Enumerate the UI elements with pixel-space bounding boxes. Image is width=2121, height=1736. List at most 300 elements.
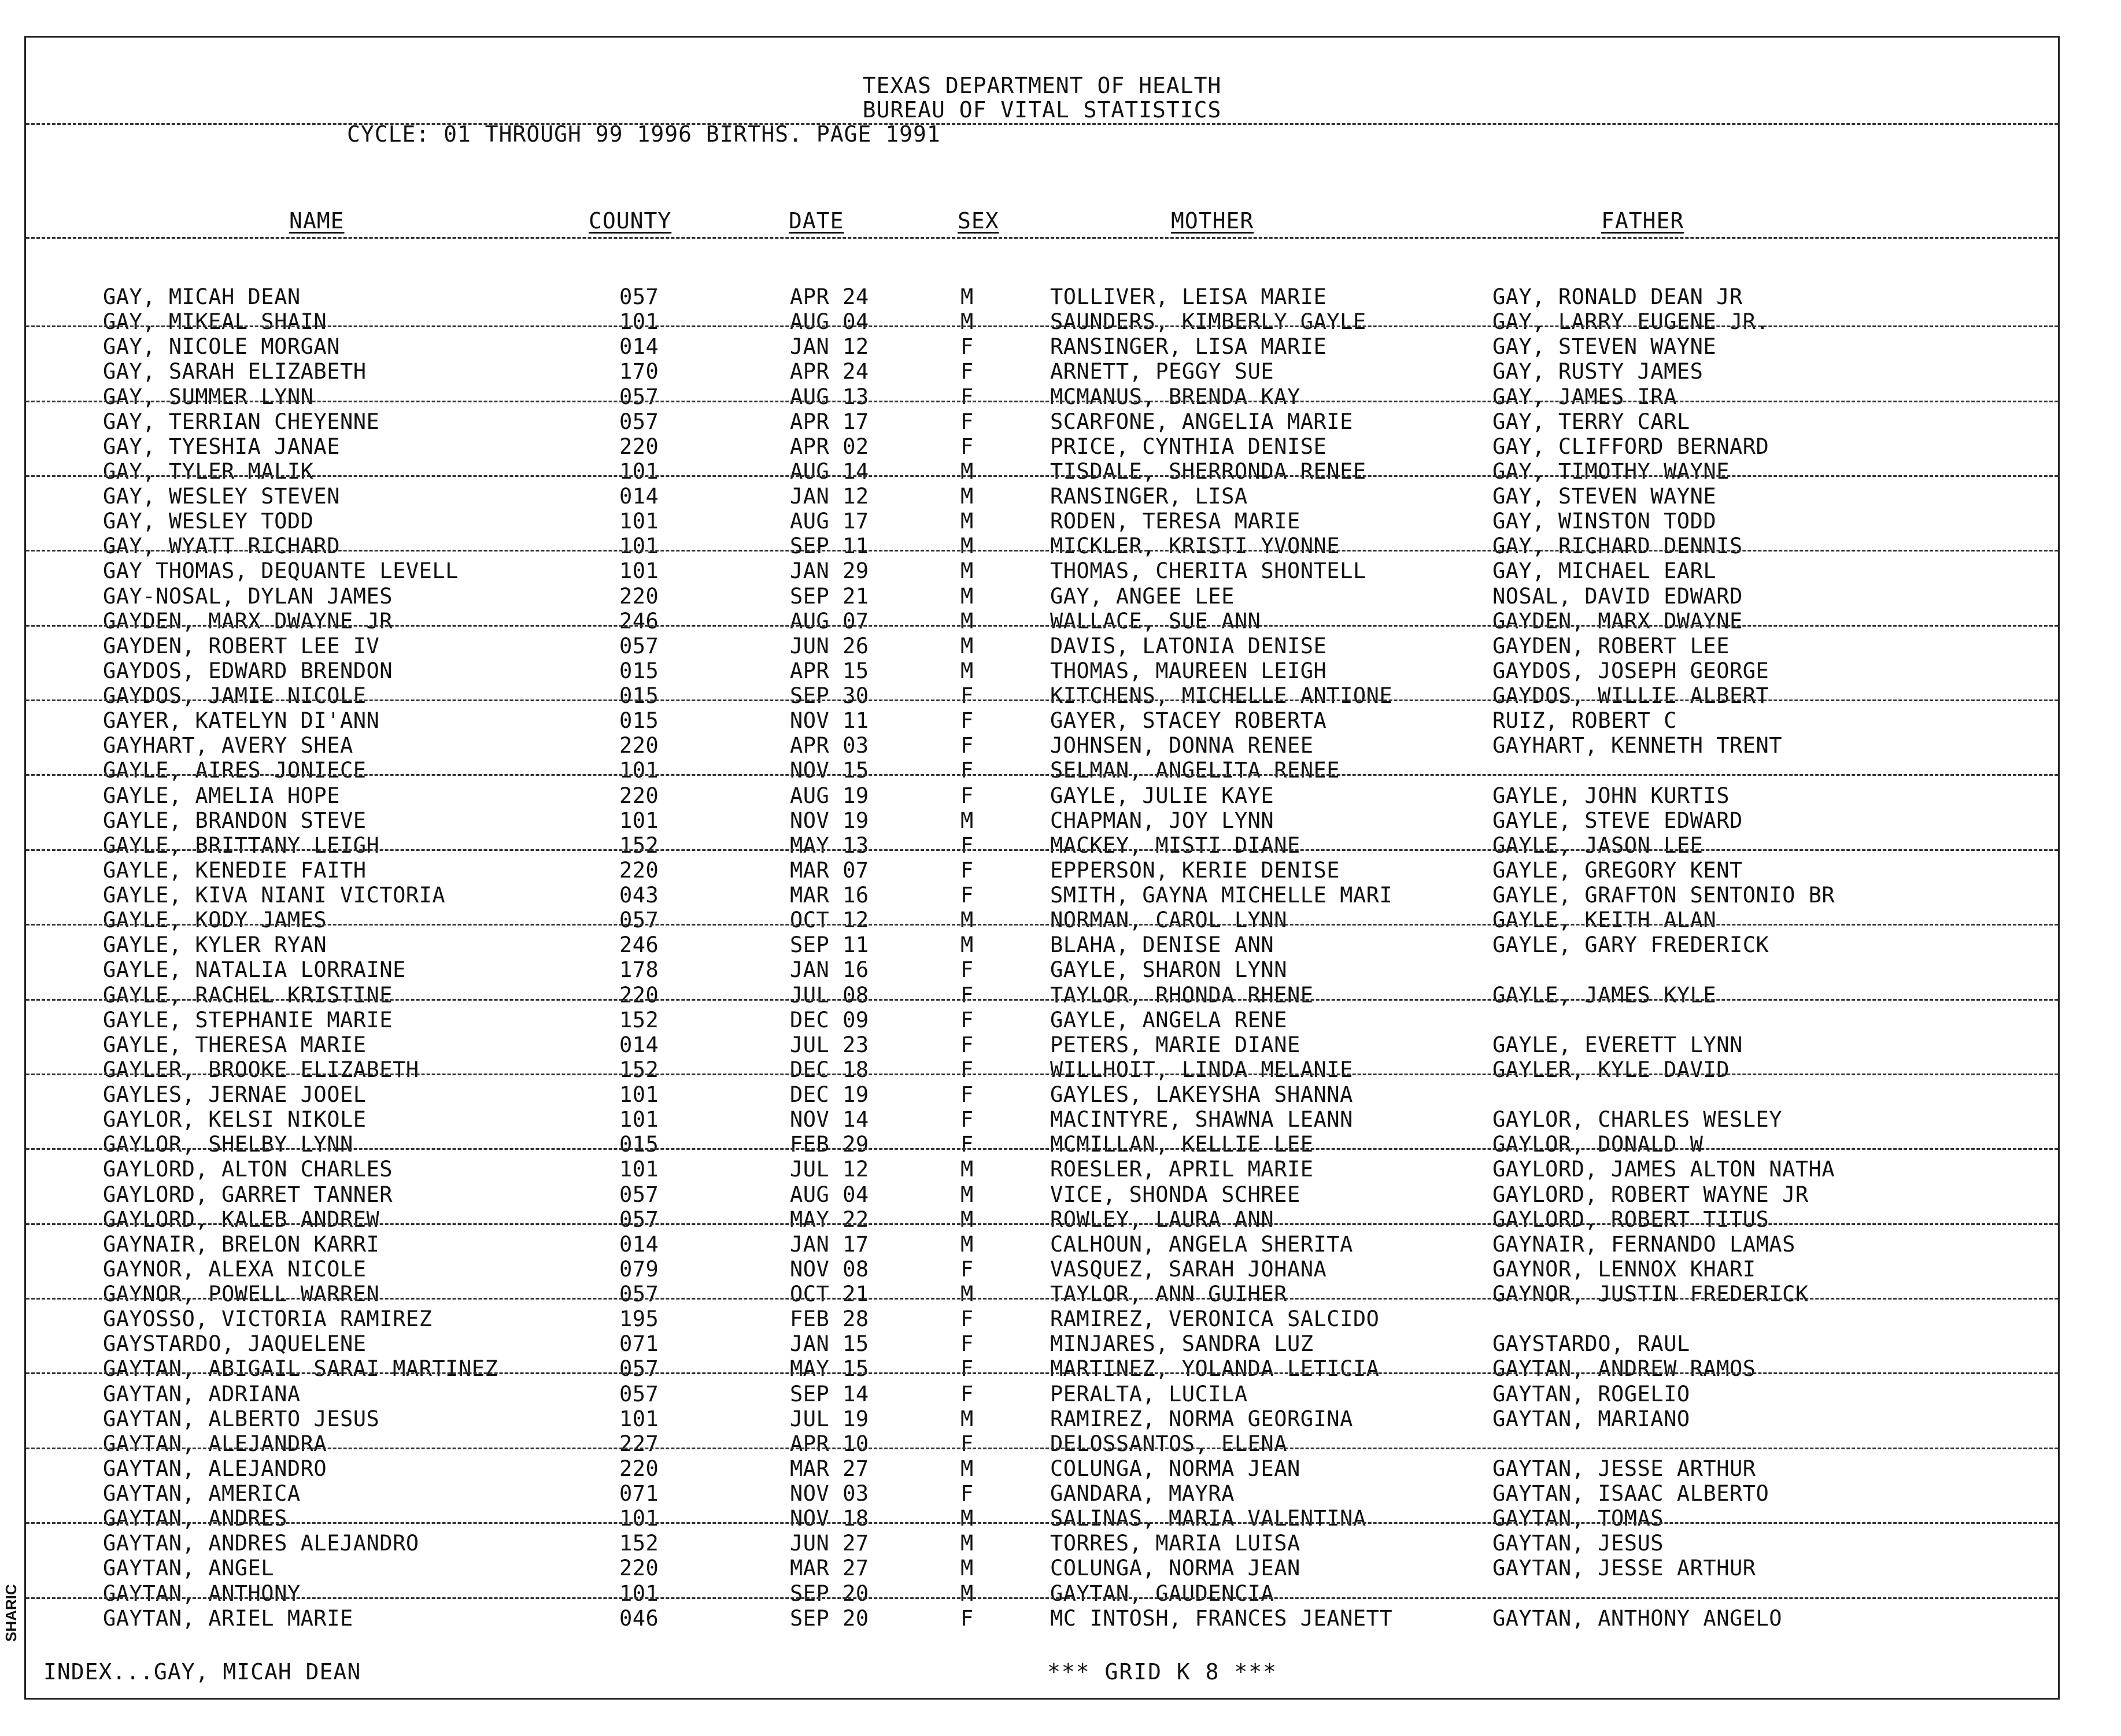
cell-county: 195: [619, 1306, 659, 1332]
cell-name: GAYTAN, ALEJANDRO: [103, 1456, 327, 1481]
table-row: [26, 883, 2058, 908]
table-row: [26, 808, 2058, 833]
table-row: [26, 1182, 2058, 1207]
cell-mother: DELOSSANTOS, ELENA: [1050, 1431, 1287, 1456]
cell-sex: F: [960, 1356, 974, 1382]
cell-county: 015: [619, 1132, 659, 1157]
cell-father: GAY, TERRY CARL: [1492, 409, 1690, 434]
table-row: [26, 1531, 2058, 1556]
cell-date: MAR 27: [790, 1456, 869, 1481]
cell-mother: DAVIS, LATONIA DENISE: [1050, 633, 1327, 658]
cell-name: GAYTAN, AMERICA: [103, 1481, 301, 1506]
cell-name: GAYLE, KODY JAMES: [103, 908, 327, 933]
table-row: [26, 459, 2058, 484]
cell-mother: GANDARA, MAYRA: [1050, 1481, 1235, 1506]
table-row: [26, 1506, 2058, 1531]
cell-sex: M: [960, 908, 974, 933]
cell-county: 101: [619, 509, 659, 534]
table-row: [26, 359, 2058, 384]
cell-sex: M: [960, 558, 974, 584]
cell-date: JAN 17: [790, 1231, 869, 1257]
table-row: [26, 634, 2058, 658]
cell-father: GAY, MICHAEL EARL: [1492, 558, 1717, 584]
table-row: [26, 309, 2058, 334]
cell-name: GAYLE, THERESA MARIE: [103, 1032, 367, 1057]
table-row: [26, 1606, 2058, 1631]
cell-name: GAYOSSO, VICTORIA RAMIREZ: [103, 1306, 433, 1332]
cell-mother: GAYTAN, GAUDENCIA: [1050, 1580, 1274, 1606]
cell-father: GAY, STEVEN WAYNE: [1492, 484, 1717, 509]
cell-county: 014: [619, 1032, 659, 1057]
table-row: [26, 534, 2058, 558]
cell-father: GAYLE, JASON LEE: [1492, 832, 1704, 858]
cell-county: 057: [619, 1356, 659, 1382]
cell-name: GAYLER, BROOKE ELIZABETH: [103, 1057, 419, 1082]
cell-date: APR 03: [790, 733, 869, 758]
cell-father: GAYLE, JOHN KURTIS: [1492, 783, 1730, 808]
cell-mother: SAUNDERS, KIMBERLY GAYLE: [1050, 309, 1366, 335]
cell-mother: MCMILLAN, KELLIE LEE: [1050, 1132, 1314, 1157]
cell-name: GAY, TYLER MALIK: [103, 458, 314, 484]
cell-sex: M: [960, 1556, 974, 1581]
cell-date: MAR 27: [790, 1556, 869, 1581]
cell-date: MAY 22: [790, 1206, 869, 1232]
cell-mother: VICE, SHONDA SCHREE: [1050, 1182, 1300, 1207]
cell-mother: WALLACE, SUE ANN: [1050, 608, 1261, 634]
cell-date: AUG 04: [790, 309, 869, 335]
table-row: [26, 1232, 2058, 1257]
cell-date: NOV 19: [790, 808, 869, 833]
cell-father: GAYLE, KEITH ALAN: [1492, 908, 1717, 933]
cell-mother: THOMAS, CHERITA SHONTELL: [1050, 558, 1366, 584]
cell-father: GAYNAIR, FERNANDO LAMAS: [1492, 1231, 1795, 1257]
cell-father: GAYLE, STEVE EDWARD: [1492, 808, 1743, 833]
cell-date: JAN 12: [790, 334, 869, 360]
column-header-mother: MOTHER: [1171, 208, 1254, 234]
cell-name: GAYTAN, ARIEL MARIE: [103, 1605, 353, 1631]
cell-sex: M: [960, 1506, 974, 1531]
cell-date: DEC 09: [790, 1007, 869, 1032]
cell-mother: TORRES, MARIA LUISA: [1050, 1531, 1300, 1556]
cell-father: GAYTAN, ANDREW RAMOS: [1492, 1356, 1756, 1382]
cell-name: GAY, SARAH ELIZABETH: [103, 359, 367, 384]
cell-sex: F: [960, 1381, 974, 1406]
cell-county: 015: [619, 658, 659, 683]
table-row: [26, 1331, 2058, 1356]
cell-date: AUG 14: [790, 458, 869, 484]
cell-date: APR 02: [790, 434, 869, 459]
bureau-title: BUREAU OF VITAL STATISTICS: [862, 97, 1222, 123]
cell-date: NOV 03: [790, 1481, 869, 1506]
cell-mother: GAYLE, JULIE KAYE: [1050, 783, 1274, 808]
cell-mother: MARTINEZ, YOLANDA LETICIA: [1050, 1356, 1380, 1382]
cell-sex: M: [960, 1206, 974, 1232]
cell-date: DEC 19: [790, 1082, 869, 1107]
cell-sex: M: [960, 484, 974, 509]
cell-mother: TAYLOR, ANN GUIHER: [1050, 1282, 1287, 1306]
cell-county: 015: [619, 708, 659, 734]
cell-date: NOV 11: [790, 708, 869, 734]
cell-mother: RANSINGER, LISA MARIE: [1050, 334, 1327, 360]
cell-name: GAYLORD, KALEB ANDREW: [103, 1206, 380, 1232]
cell-father: GAYDEN, MARX DWAYNE: [1492, 608, 1743, 634]
cell-county: 057: [619, 633, 659, 658]
cell-sex: F: [960, 1306, 974, 1332]
cell-name: GAYSTARDO, JAQUELENE: [103, 1331, 367, 1357]
cell-county: 057: [619, 1381, 659, 1406]
cell-date: AUG 19: [790, 783, 869, 808]
cell-county: 057: [619, 908, 659, 933]
cell-father: GAY, RUSTY JAMES: [1492, 359, 1704, 384]
cell-name: GAYLE, KIVA NIANI VICTORIA: [103, 883, 446, 908]
table-row: [26, 409, 2058, 434]
cell-name: GAYNAIR, BRELON KARRI: [103, 1231, 380, 1257]
cell-father: GAYLER, KYLE DAVID: [1492, 1057, 1730, 1082]
cell-date: NOV 14: [790, 1107, 869, 1132]
table-row: [26, 1456, 2058, 1481]
cell-county: 152: [619, 1007, 659, 1032]
cell-mother: MCMANUS, BRENDA KAY: [1050, 384, 1300, 409]
cell-sex: M: [960, 1456, 974, 1481]
table-row: [26, 932, 2058, 957]
cell-father: GAYLE, GARY FREDERICK: [1492, 932, 1769, 958]
table-row: [26, 1306, 2058, 1331]
table-row: [26, 957, 2058, 982]
cell-father: GAYDOS, WILLIE ALBERT: [1492, 683, 1769, 708]
cell-father: GAYTAN, JESSE ARTHUR: [1492, 1556, 1756, 1581]
table-row: [26, 434, 2058, 459]
cell-name: GAY, SUMMER LYNN: [103, 384, 314, 409]
cell-date: APR 17: [790, 409, 869, 434]
cell-sex: M: [960, 808, 974, 833]
cell-name: GAY, WESLEY STEVEN: [103, 484, 340, 509]
cell-date: SEP 14: [790, 1381, 869, 1406]
cell-date: AUG 17: [790, 509, 869, 534]
table-row: [26, 983, 2058, 1008]
table-row: [26, 908, 2058, 932]
table-row: [26, 284, 2058, 309]
table-row: [26, 384, 2058, 409]
cell-date: JUL 23: [790, 1032, 869, 1057]
cell-date: JAN 15: [790, 1331, 869, 1357]
cell-date: SEP 20: [790, 1605, 869, 1631]
table-row: [26, 658, 2058, 683]
cell-county: 227: [619, 1431, 659, 1456]
cell-mother: GAYER, STACEY ROBERTA: [1050, 708, 1327, 734]
table-row: [26, 1282, 2058, 1306]
cell-county: 220: [619, 1556, 659, 1581]
table-row: [26, 758, 2058, 783]
cell-county: 101: [619, 558, 659, 584]
cell-date: SEP 30: [790, 683, 869, 708]
cell-name: GAY, MIKEAL SHAIN: [103, 309, 327, 335]
cell-sex: F: [960, 1132, 974, 1157]
cell-sex: F: [960, 334, 974, 360]
cell-county: 071: [619, 1481, 659, 1506]
cell-father: GAYLORD, JAMES ALTON NATHA: [1492, 1157, 1835, 1182]
cell-name: GAYLE, KYLER RYAN: [103, 932, 327, 958]
cell-name: GAYLORD, ALTON CHARLES: [103, 1157, 393, 1182]
cell-county: 101: [619, 458, 659, 484]
cell-sex: F: [960, 982, 974, 1008]
cell-sex: M: [960, 309, 974, 335]
table-row: [26, 1057, 2058, 1082]
cell-mother: ROWLEY, LAURA ANN: [1050, 1206, 1274, 1232]
column-header-rule: [26, 237, 2058, 239]
cell-mother: CALHOUN, ANGELA SHERITA: [1050, 1231, 1353, 1257]
cell-sex: F: [960, 1431, 974, 1456]
cell-date: AUG 13: [790, 384, 869, 409]
table-row: [26, 1556, 2058, 1580]
cell-mother: COLUNGA, NORMA JEAN: [1050, 1456, 1300, 1481]
cell-sex: F: [960, 733, 974, 758]
cell-name: GAYLORD, GARRET TANNER: [103, 1182, 393, 1207]
cell-county: 101: [619, 758, 659, 783]
cell-county: 014: [619, 334, 659, 360]
cell-sex: M: [960, 633, 974, 658]
cell-date: SEP 11: [790, 534, 869, 559]
cell-date: FEB 28: [790, 1306, 869, 1332]
cell-date: JUL 08: [790, 982, 869, 1008]
cell-father: GAYTAN, JESSE ARTHUR: [1492, 1456, 1756, 1481]
cell-name: GAYLOR, KELSI NIKOLE: [103, 1107, 367, 1132]
cell-name: GAYLE, BRANDON STEVE: [103, 808, 367, 833]
cell-date: MAY 15: [790, 1356, 869, 1382]
table-row: [26, 558, 2058, 583]
cell-county: 170: [619, 359, 659, 384]
cell-name: GAYTAN, ANDRES ALEJANDRO: [103, 1531, 419, 1556]
cell-county: 152: [619, 832, 659, 858]
header-rule: [26, 123, 2058, 125]
cell-county: 246: [619, 932, 659, 958]
footer-index: INDEX...GAY, MICAH DEAN: [43, 1659, 361, 1685]
table-row: [26, 1581, 2058, 1606]
cell-mother: MACKEY, MISTI DIANE: [1050, 832, 1300, 858]
cell-father: GAYLOR, DONALD W: [1492, 1132, 1704, 1157]
table-row: [26, 1406, 2058, 1431]
table-row: [26, 609, 2058, 634]
cell-date: DEC 18: [790, 1057, 869, 1082]
cell-mother: JOHNSEN, DONNA RENEE: [1050, 733, 1314, 758]
cell-date: JAN 16: [790, 957, 869, 983]
cell-sex: M: [960, 458, 974, 484]
cell-date: JUN 27: [790, 1531, 869, 1556]
cell-father: GAYTAN, JESUS: [1492, 1531, 1664, 1556]
column-header-sex: SEX: [958, 208, 999, 234]
cell-county: 220: [619, 783, 659, 808]
cell-father: GAY, CLIFFORD BERNARD: [1492, 434, 1769, 459]
cell-father: GAYTAN, MARIANO: [1492, 1406, 1690, 1431]
cell-name: GAYTAN, ABIGAIL SARAI MARTINEZ: [103, 1356, 498, 1382]
cell-sex: M: [960, 658, 974, 683]
cell-county: 101: [619, 1580, 659, 1606]
cell-sex: F: [960, 1007, 974, 1032]
table-row: [26, 1032, 2058, 1057]
cell-father: GAYLORD, ROBERT TITUS: [1492, 1206, 1769, 1232]
cell-name: GAY, NICOLE MORGAN: [103, 334, 340, 360]
cell-name: GAY, MICAH DEAN: [103, 284, 301, 309]
cell-name: GAYTAN, ALEJANDRA: [103, 1431, 327, 1456]
cell-sex: F: [960, 957, 974, 983]
cell-name: GAYLE, AIRES JONIECE: [103, 758, 367, 783]
cell-mother: SMITH, GAYNA MICHELLE MARI: [1050, 883, 1393, 908]
cell-father: GAYNOR, LENNOX KHARI: [1492, 1256, 1756, 1282]
cell-county: 057: [619, 1182, 659, 1207]
cell-sex: M: [960, 1231, 974, 1257]
cell-sex: F: [960, 758, 974, 783]
cell-date: APR 24: [790, 284, 869, 309]
table-row: [26, 1356, 2058, 1381]
cell-county: 014: [619, 484, 659, 509]
cell-name: GAYTAN, ALBERTO JESUS: [103, 1406, 380, 1431]
cell-mother: SALINAS, MARIA VALENTINA: [1050, 1506, 1366, 1531]
cell-mother: BLAHA, DENISE ANN: [1050, 932, 1274, 958]
cell-mother: WILLHOIT, LINDA MELANIE: [1050, 1057, 1353, 1082]
cell-name: GAYLE, AMELIA HOPE: [103, 783, 340, 808]
cell-county: 101: [619, 1406, 659, 1431]
cell-sex: F: [960, 1082, 974, 1107]
cell-name: GAYNOR, POWELL WARREN: [103, 1282, 380, 1306]
cell-county: 152: [619, 1057, 659, 1082]
cell-county: 057: [619, 284, 659, 309]
cell-county: 178: [619, 957, 659, 983]
cell-county: 220: [619, 857, 659, 883]
cell-name: GAY, WESLEY TODD: [103, 509, 314, 534]
cell-date: OCT 12: [790, 908, 869, 933]
cell-name: GAYLE, STEPHANIE MARIE: [103, 1007, 393, 1032]
cell-county: 220: [619, 1456, 659, 1481]
agency-title: TEXAS DEPARTMENT OF HEALTH: [862, 73, 1222, 98]
cell-date: MAR 16: [790, 883, 869, 908]
cell-sex: M: [960, 509, 974, 534]
cell-mother: TISDALE, SHERRONDA RENEE: [1050, 458, 1366, 484]
cell-name: GAYDOS, JAMIE NICOLE: [103, 683, 367, 708]
cell-father: GAYDEN, ROBERT LEE: [1492, 633, 1730, 658]
cell-father: GAY, RICHARD DENNIS: [1492, 534, 1743, 559]
cell-mother: PRICE, CYNTHIA DENISE: [1050, 434, 1327, 459]
table-row: [26, 708, 2058, 733]
cell-date: MAY 13: [790, 832, 869, 858]
table-row: [26, 334, 2058, 359]
cell-date: NOV 15: [790, 758, 869, 783]
table-row: [26, 833, 2058, 858]
cell-county: 057: [619, 1206, 659, 1232]
cycle-line: CYCLE: 01 THROUGH 99 1996 BIRTHS. PAGE 1991: [347, 121, 941, 147]
cell-name: GAY THOMAS, DEQUANTE LEVELL: [103, 558, 459, 584]
cell-mother: EPPERSON, KERIE DENISE: [1050, 857, 1340, 883]
cell-date: SEP 21: [790, 583, 869, 609]
cell-father: GAYLE, EVERETT LYNN: [1492, 1032, 1743, 1057]
cell-name: GAYTAN, ANTHONY: [103, 1580, 301, 1606]
cell-mother: MC INTOSH, FRANCES JEANETT: [1050, 1605, 1393, 1631]
cell-date: JUL 12: [790, 1157, 869, 1182]
cell-date: JAN 12: [790, 484, 869, 509]
cell-father: GAY, WINSTON TODD: [1492, 509, 1717, 534]
cell-mother: TAYLOR, RHONDA RHENE: [1050, 982, 1314, 1008]
cell-father: GAYLE, JAMES KYLE: [1492, 982, 1717, 1008]
cell-sex: M: [960, 1406, 974, 1431]
cell-mother: SELMAN, ANGELITA RENEE: [1050, 758, 1340, 783]
table-row: [26, 1431, 2058, 1456]
cell-sex: M: [960, 1282, 974, 1306]
footer-grid-reference: *** GRID K 8 ***: [1047, 1659, 1278, 1685]
cell-sex: F: [960, 708, 974, 734]
column-header-name: NAME: [289, 208, 345, 234]
cell-father: GAY, TIMOTHY WAYNE: [1492, 458, 1730, 484]
cell-father: RUIZ, ROBERT C: [1492, 708, 1677, 734]
cell-sex: M: [960, 1182, 974, 1207]
cell-name: GAYTAN, ADRIANA: [103, 1381, 301, 1406]
cell-father: GAYTAN, TOMAS: [1492, 1506, 1664, 1531]
cell-date: NOV 18: [790, 1506, 869, 1531]
cell-father: GAYLOR, CHARLES WESLEY: [1492, 1107, 1783, 1132]
cell-name: GAYLE, BRITTANY LEIGH: [103, 832, 380, 858]
cell-sex: F: [960, 1107, 974, 1132]
cell-mother: NORMAN, CAROL LYNN: [1050, 908, 1287, 933]
cell-sex: F: [960, 832, 974, 858]
cell-county: 043: [619, 883, 659, 908]
cell-date: APR 15: [790, 658, 869, 683]
cell-name: GAYHART, AVERY SHEA: [103, 733, 353, 758]
cell-mother: VASQUEZ, SARAH JOHANA: [1050, 1256, 1327, 1282]
cell-father: GAYLORD, ROBERT WAYNE JR: [1492, 1182, 1809, 1207]
cell-date: MAR 07: [790, 857, 869, 883]
cell-date: NOV 08: [790, 1256, 869, 1282]
cell-mother: RANSINGER, LISA: [1050, 484, 1248, 509]
cell-name: GAYTAN, ANGEL: [103, 1556, 275, 1581]
cell-name: GAYLES, JERNAE JOOEL: [103, 1082, 367, 1107]
cell-mother: KITCHENS, MICHELLE ANTIONE: [1050, 683, 1393, 708]
cell-name: GAYER, KATELYN DI'ANN: [103, 708, 380, 734]
cell-mother: THOMAS, MAUREEN LEIGH: [1050, 658, 1327, 683]
cell-name: GAY, TERRIAN CHEYENNE: [103, 409, 380, 434]
cell-father: GAY, RONALD DEAN JR: [1492, 284, 1743, 309]
table-row: [26, 683, 2058, 708]
cell-name: GAYDEN, ROBERT LEE IV: [103, 633, 380, 658]
cell-county: 071: [619, 1331, 659, 1357]
table-row: [26, 1008, 2058, 1032]
cell-sex: F: [960, 783, 974, 808]
cell-date: OCT 21: [790, 1282, 869, 1306]
cell-sex: F: [960, 434, 974, 459]
cell-mother: GAYLE, SHARON LYNN: [1050, 957, 1287, 983]
cell-father: GAYTAN, ANTHONY ANGELO: [1492, 1605, 1783, 1631]
table-row: [26, 733, 2058, 758]
cell-date: AUG 04: [790, 1182, 869, 1207]
cell-county: 101: [619, 1082, 659, 1107]
table-row: [26, 1082, 2058, 1107]
cell-father: GAYDOS, JOSEPH GEORGE: [1492, 658, 1769, 683]
table-row: [26, 509, 2058, 534]
cell-name: GAY-NOSAL, DYLAN JAMES: [103, 583, 393, 609]
cell-mother: COLUNGA, NORMA JEAN: [1050, 1556, 1300, 1581]
cell-date: SEP 11: [790, 932, 869, 958]
table-row: [26, 1157, 2058, 1182]
page-frame: [24, 36, 2060, 1700]
birth-records-table: [26, 284, 2058, 1631]
cell-county: 220: [619, 733, 659, 758]
table-row: [26, 484, 2058, 509]
cell-mother: RAMIREZ, VERONICA SALCIDO: [1050, 1306, 1380, 1332]
cell-sex: F: [960, 883, 974, 908]
cell-name: GAYTAN, ANDRES: [103, 1506, 287, 1531]
table-row: [26, 1132, 2058, 1157]
cell-county: 101: [619, 1107, 659, 1132]
cell-father: GAYTAN, ROGELIO: [1492, 1381, 1690, 1406]
cell-sex: M: [960, 1531, 974, 1556]
cell-sex: F: [960, 384, 974, 409]
cell-county: 057: [619, 409, 659, 434]
